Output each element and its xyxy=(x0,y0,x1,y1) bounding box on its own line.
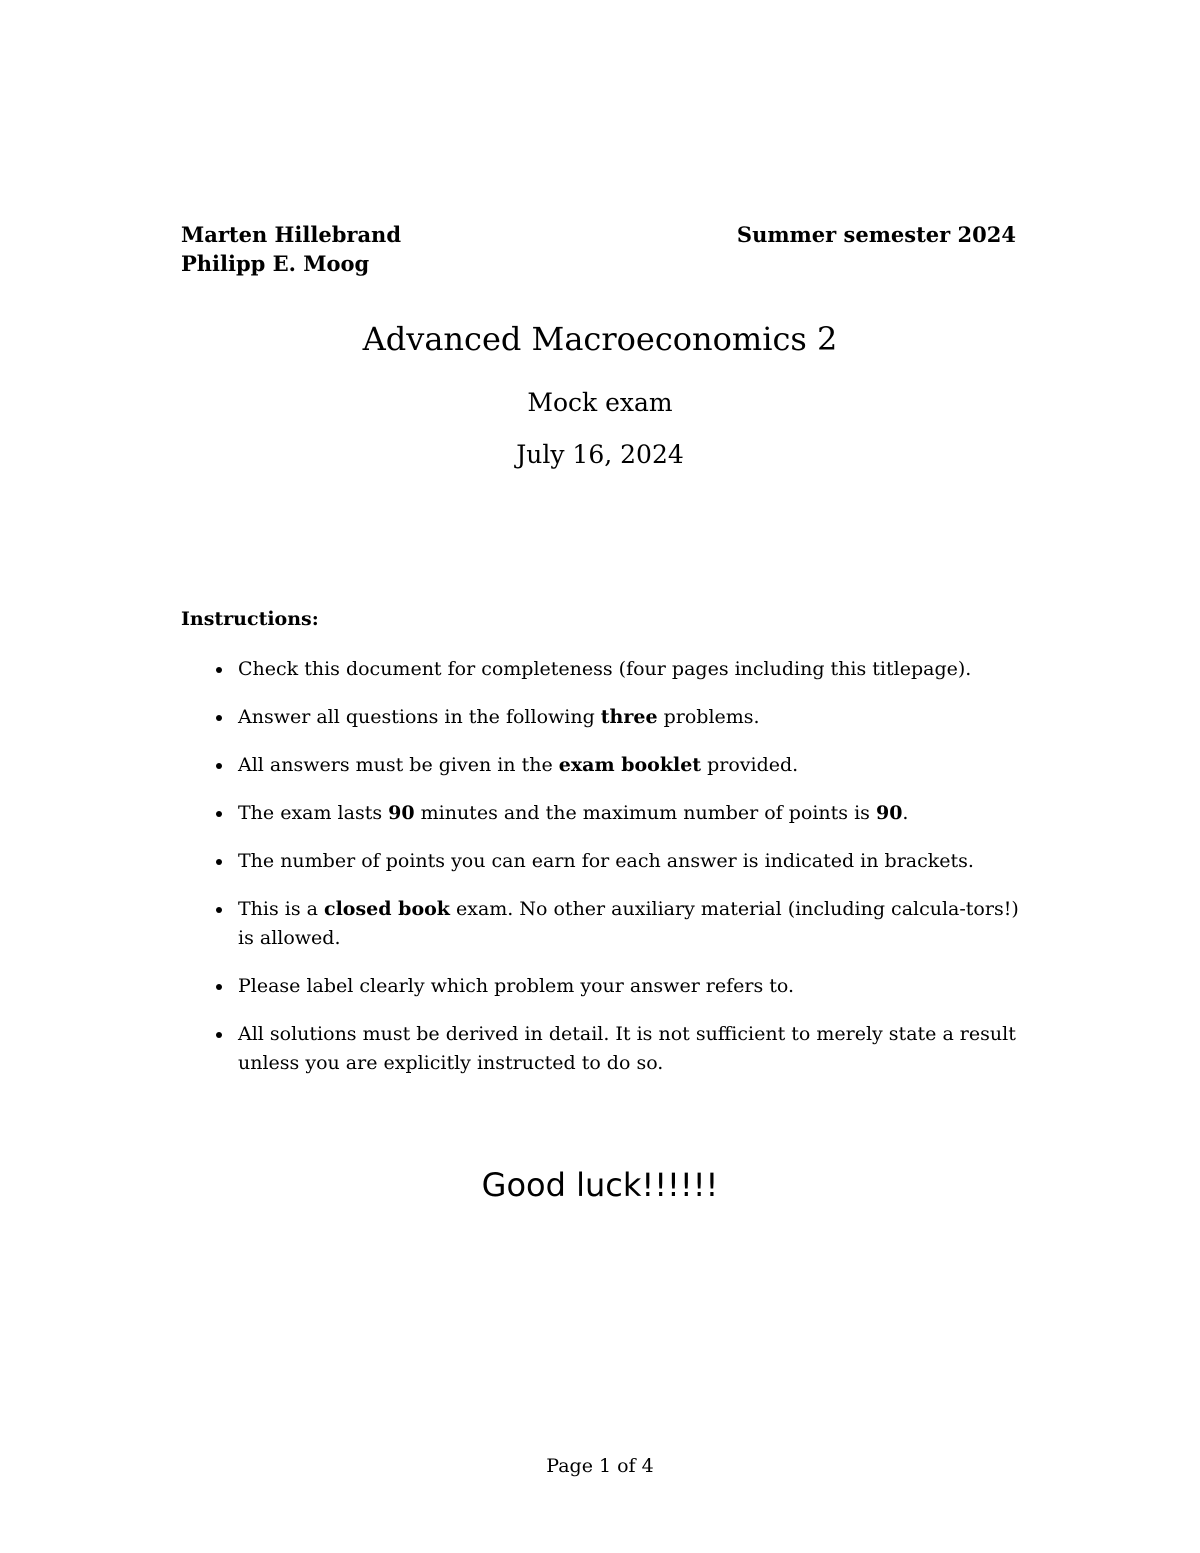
instruction-item: Please label clearly which problem your answer refers to. xyxy=(181,972,1021,1001)
author-name: Philipp E. Moog xyxy=(181,251,370,276)
instruction-item: Answer all questions in the following three problems. xyxy=(181,703,1021,732)
instruction-item: This is a closed book exam. No other auxiliary material (including calcula-tors!) is allowed. xyxy=(181,895,1021,953)
exam-type: Mock exam xyxy=(527,388,673,417)
instructions-heading: Instructions: xyxy=(181,608,319,630)
instruction-item: The number of points you can earn for each answer is indicated in brackets. xyxy=(181,847,1021,876)
semester-label: Summer semester 2024 xyxy=(736,222,1016,247)
course-title: Advanced Macroeconomics 2 xyxy=(362,320,838,358)
page-number: Page 1 of 4 xyxy=(546,1455,654,1477)
author-name: Marten Hillebrand xyxy=(181,222,401,247)
instruction-item: Check this document for completeness (four pages including this titlepage). xyxy=(181,655,1021,684)
instruction-item: All solutions must be derived in detail. It is not sufficient to merely state a result unless you are explicitly instructed to do so. xyxy=(181,1020,1021,1078)
instruction-item: The exam lasts 90 minutes and the maximum number of points is 90. xyxy=(181,799,1021,828)
instruction-item: All answers must be given in the exam booklet provided. xyxy=(181,751,1021,780)
exam-date: July 16, 2024 xyxy=(516,440,684,469)
good-luck-message: Good luck!!!!!! xyxy=(481,1166,719,1204)
instructions-list xyxy=(181,655,1021,1097)
authors xyxy=(181,220,401,278)
page-header xyxy=(181,220,1016,278)
